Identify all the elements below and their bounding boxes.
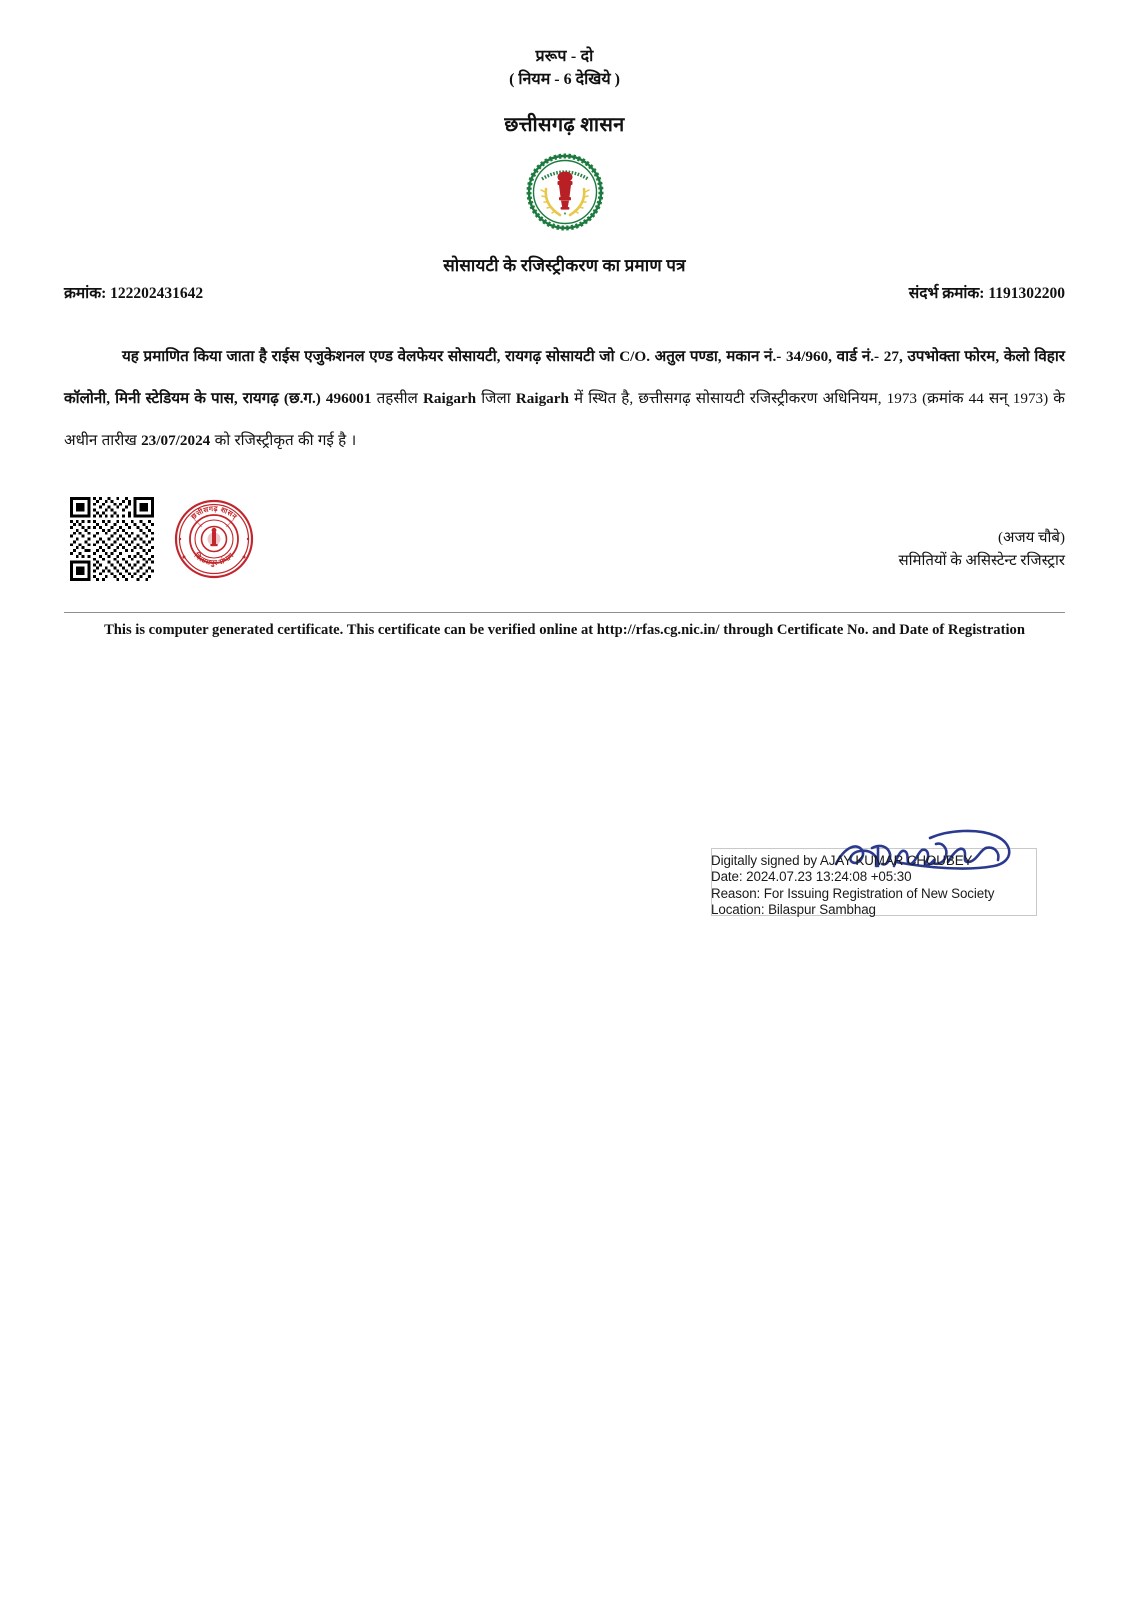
signatory-block	[898, 527, 1065, 574]
body-text-closing: को रजिस्ट्रीकृत की गई है ।	[210, 431, 357, 449]
dsc-date: Date: 2024.07.23 13:24:08 +05:30	[711, 869, 912, 885]
svg-text:छत्तीसगढ़ शासन: छत्तीसगढ़ शासन	[189, 503, 239, 522]
dsc-reason: Reason: For Issuing Registration of New Society	[711, 885, 995, 901]
form-number-label: प्ररूप - दो	[535, 48, 594, 65]
dsc-location: Location: Bilaspur Sambhag	[711, 902, 876, 918]
signatory-designation: समितियों के असिस्टेन्ट रजिस्ट्रार	[898, 553, 1065, 570]
qr-code-icon[interactable]	[70, 497, 154, 581]
tehsil-label: तहसील	[371, 389, 423, 407]
body-text-intro: यह प्रमाणित किया जाता है	[122, 348, 272, 365]
chhattisgarh-government-emblem-icon	[526, 153, 604, 231]
rule-reference-label: ( नियम - 6 देखिये )	[509, 70, 620, 88]
verification-note: This is computer generated certificate. This certificate can be verified online at http://rfas.cg.nic.in/ through Certificate No. and Date of Registration	[104, 622, 1025, 638]
footer-divider	[64, 612, 1065, 613]
reference-row	[64, 281, 1065, 303]
district-label: जिला	[476, 389, 516, 407]
dsc-signed-by: Digitally signed by AJAY KUMAR CHOUBEY	[711, 853, 973, 868]
signatory-name: (अजय चौबे)	[997, 530, 1065, 546]
government-name: छत्तीसगढ़ शासन	[504, 113, 625, 136]
reference-number: संदर्भ क्रमांक: 1191302200	[908, 285, 1065, 302]
page-title: सोसायटी के रजिस्ट्रीकरण का प्रमाण पत्र	[443, 255, 686, 275]
society-name: राईस एजुकेशनल एण्ड वेलफेयर सोसायटी, रायगढ़	[271, 348, 542, 365]
svg-text:बिलासपुर संभाग: बिलासपुर संभाग	[192, 550, 236, 568]
tehsil-value: Raigarh	[422, 389, 477, 407]
office-round-stamp-icon	[172, 497, 256, 581]
serial-number: क्रमांक: 122202431642	[64, 285, 204, 302]
body-text-connector: सोसायटी जो	[541, 348, 620, 365]
registration-date: 23/07/2024	[141, 431, 211, 449]
digital-signature-details	[711, 853, 1051, 918]
body-text-act-clause: में स्थित है, छत्तीसगढ़ सोसायटी रजिस्ट्रीकरण अधिनियम, 1973 (क्रमांक 44 सन् 1973) के अधीन तारीख	[64, 389, 1065, 449]
certificate-header	[0, 0, 1129, 276]
certificate-body-text	[64, 336, 1065, 461]
district-value: Raigarh	[515, 389, 569, 407]
society-address: C/O. अतुल पण्डा, मकान नं.- 34/960, वार्ड नं.- 27, उपभोक्ता फोरम, केलो विहार कॉलोनी, मिनी स्टेडियम के पास, रायगढ़ (छ.ग.) 496001	[64, 348, 1065, 407]
